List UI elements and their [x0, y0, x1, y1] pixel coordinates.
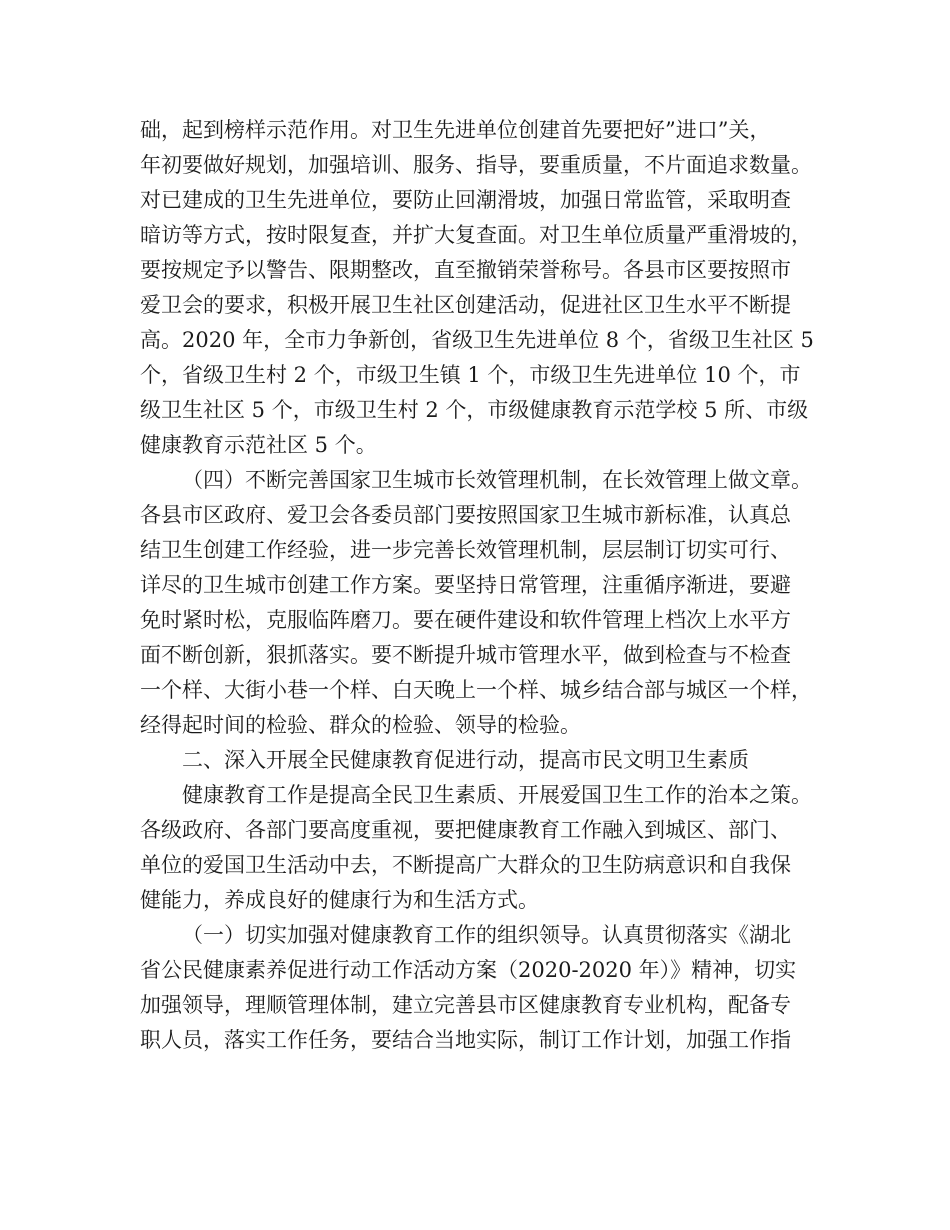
text-line: 详尽的卫生城市创建工作方案。要坚持日常管理，注重循序渐进，要避: [140, 573, 791, 597]
text-line: 暗访等方式，按时限复查，并扩大复查面。对卫生单位质量严重滑坡的，: [140, 223, 812, 247]
text-line: 二、深入开展全民健康教育促进行动，提高市民文明卫生素质: [182, 748, 749, 772]
text-line: 个，省级卫生村 2 个，市级卫生镇 1 个，市级卫生先进单位 10 个，市: [140, 363, 801, 387]
document-body: [140, 113, 830, 1058]
text-line: 健康教育工作是提高全民卫生素质、开展爱国卫生工作的治本之策。: [182, 783, 812, 807]
text-line: 结卫生创建工作经验，进一步完善长效管理机制，层层制订切实可行、: [140, 538, 791, 562]
text-line: 健康教育示范社区 5 个。: [140, 433, 377, 457]
text-line: 对已建成的卫生先进单位，要防止回潮滑坡，加强日常监管，采取明查: [140, 188, 791, 212]
text-line: 础，起到榜样示范作用。对卫生先进单位创建首先要把好”进口”关，: [140, 118, 771, 142]
text-line: 一个样、大街小巷一个样、白天晚上一个样、城乡结合部与城区一个样，: [140, 678, 812, 702]
text-line: 健能力，养成良好的健康行为和生活方式。: [140, 888, 539, 912]
text-line: 省公民健康素养促进行动工作活动方案（2020-2020 年）》精神，切实: [140, 958, 797, 982]
text-line: 面不断创新，狠抓落实。要不断提升城市管理水平，做到检查与不检查: [140, 643, 791, 667]
text-line: 单位的爱国卫生活动中去，不断提高广大群众的卫生防病意识和自我保: [140, 853, 791, 877]
text-line: （四）不断完善国家卫生城市长效管理机制，在长效管理上做文章。: [182, 468, 812, 492]
text-line: 高。2020 年，全市力争新创，省级卫生先进单位 8 个，省级卫生社区 5: [140, 328, 814, 352]
text-line: 爱卫会的要求，积极开展卫生社区创建活动，促进社区卫生水平不断提: [140, 293, 791, 317]
text-line: 职人员，落实工作任务，要结合当地实际，制订工作计划，加强工作指: [140, 1028, 791, 1052]
text-line: 年初要做好规划，加强培训、服务、指导，要重质量，不片面追求数量。: [140, 153, 812, 177]
text-line: 要按规定予以警告、限期整改，直至撤销荣誉称号。各县市区要按照市: [140, 258, 791, 282]
text-line: 级卫生社区 5 个，市级卫生村 2 个，市级健康教育示范学校 5 所、市级: [140, 398, 809, 422]
text-line: 加强领导，理顺管理体制，建立完善县市区健康教育专业机构，配备专: [140, 993, 791, 1017]
text-line: 各县市区政府、爱卫会各委员部门要按照国家卫生城市新标准，认真总: [140, 503, 791, 527]
text-line: 免时紧时松，克服临阵磨刀。要在硬件建设和软件管理上档次上水平方: [140, 608, 791, 632]
text-line: 各级政府、各部门要高度重视，要把健康教育工作融入到城区、部门、: [140, 818, 791, 842]
text-line: （一）切实加强对健康教育工作的组织领导。认真贯彻落实《湖北: [182, 923, 791, 947]
text-line: 经得起时间的检验、群众的检验、领导的检验。: [140, 713, 581, 737]
